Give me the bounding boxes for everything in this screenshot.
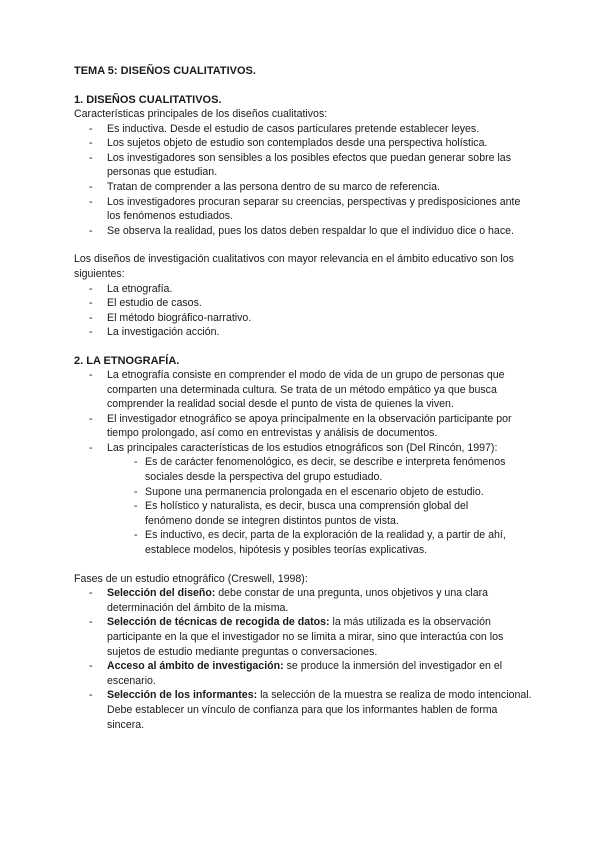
list-item: - Se observa la realidad, pues los datos deben respaldar lo que el individuo dice o hace. (74, 224, 534, 239)
sub-item-text: Es de carácter fenomenológico, es decir, se describe e interpreta fenómenos sociales desde la perspectiva del grupo estudiado. (145, 456, 506, 484)
list-item: - El investigador etnográfico se apoya principalmente en la observación participante por tiempo prolongado, así como en entrevistas y análisis de documentos. (74, 412, 534, 441)
phase-text: se produce la inmersión del investigador en el escenario. (107, 660, 503, 687)
section-1-intro: Características principales de los diseños cualitativos: (74, 108, 328, 120)
list-item: - El método biográfico-narrativo. (74, 311, 534, 326)
list-item: - Los investigadores procuran separar su creencias, perspectivas y predisposiciones ante los fenómenos estudiados. (74, 195, 534, 224)
document-page (74, 64, 534, 732)
sub-list-item (74, 455, 534, 484)
phase-text: debe constar de una pregunta, unos objetivos y una clara determinación del ámbito de la misma. (107, 587, 489, 614)
list-item (74, 688, 534, 732)
list-item: - El estudio de casos. (74, 296, 534, 311)
characteristics-list (74, 122, 534, 239)
phases-intro: Fases de un estudio etnográfico (Creswell, 1998): (74, 572, 308, 585)
phases-list (74, 586, 534, 732)
list-item: - Los sujetos objeto de estudio son contemplados desde una perspectiva holística. (74, 136, 534, 151)
phase-label: Selección de técnicas de recogida de datos: (107, 616, 330, 629)
dash-marker: - (134, 456, 138, 469)
list-item: - La etnografía consiste en comprender el modo de vida de un grupo de personas que comparten una determinada cultura. Se trata de un método empático ya que busca comprender la realidad social desde el punto de vista de quienes la viven. (74, 368, 534, 412)
list-item (74, 659, 534, 688)
phase-text: la selección de la muestra se realiza de modo intencional. Debe establecer un vínculo de confianza para que los informantes hablen de forma sincera. (107, 689, 532, 731)
section-1-heading: 1. DISEÑOS CUALITATIVOS. (74, 94, 222, 106)
document-title: TEMA 5: DISEÑOS CUALITATIVOS. (74, 65, 256, 77)
ethnography-characteristics-list (74, 455, 534, 557)
list-item: - Tratan de comprender a las persona dentro de su marco de referencia. (74, 180, 534, 195)
list-item: - Es inductiva. Desde el estudio de casos particulares pretende establecer leyes. (74, 122, 534, 137)
section-2-heading: 2. LA ETNOGRAFÍA. (74, 354, 180, 367)
sub-list-item (74, 528, 534, 557)
dash-marker: - (134, 500, 138, 513)
ethnography-list (74, 368, 534, 456)
list-item: - Las principales características de los estudios etnográficos son (Del Rincón, 1997): (74, 441, 534, 456)
dash-marker: - (134, 485, 138, 498)
list-item (74, 586, 534, 615)
designs-list (74, 282, 534, 340)
sub-list-item (74, 485, 534, 500)
phase-text: la más utilizada es la observación participante en la que el investigador no se limita a mirar, sino que interactúa con los sujetos de estudio mediante preguntas o conversaciones. (107, 616, 504, 658)
list-item (74, 615, 534, 659)
list-item: - La etnografía. (74, 282, 534, 297)
sub-item-text: Es holístico y naturalista, es decir, busca una comprensión global del fenómeno donde se integren distintos puntos de vista. (145, 500, 469, 527)
list-item: - La investigación acción. (74, 325, 534, 340)
dash-marker: - (134, 529, 138, 542)
sub-item-text: Supone una permanencia prolongada en el escenario objeto de estudio. (145, 485, 484, 498)
sub-list-item (74, 499, 534, 528)
sub-item-text: Es inductivo, es decir, parta de la exploración de la realidad y, a partir de ahí, establece modelos, hipótesis y posibles teorías explicativas. (145, 529, 506, 557)
list-item: - Los investigadores son sensibles a los posibles efectos que puedan generar sobre las personas que estudian. (74, 151, 534, 180)
phase-label: Selección del diseño: (107, 587, 216, 600)
phase-label: Acceso al ámbito de investigación: (107, 660, 284, 673)
designs-intro: Los diseños de investigación cualitativos con mayor relevancia en el ámbito educativo son los siguientes: (74, 253, 514, 280)
phase-label: Selección de los informantes: (107, 689, 258, 702)
